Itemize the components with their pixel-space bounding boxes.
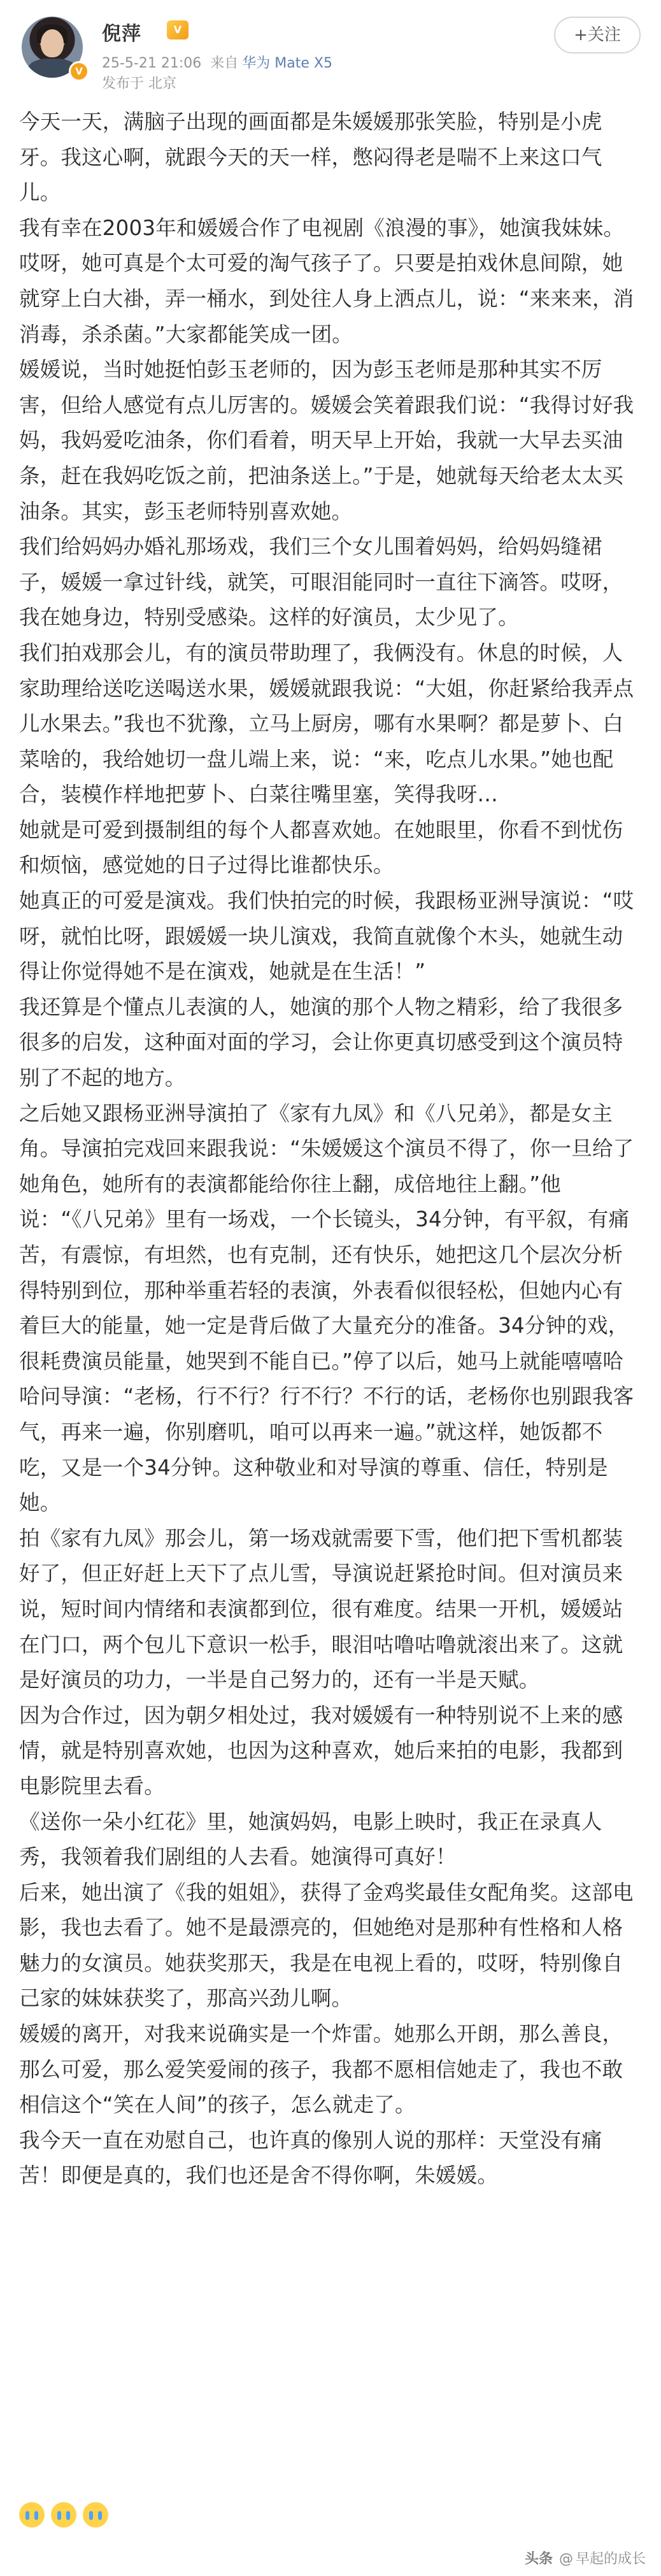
- post-header: [0, 0, 661, 96]
- paragraph: 因为合作过，因为朝夕相处过，我对媛媛有一种特别说不上来的感情，就是特别喜欢她，也因为这种喜欢，她后来拍的电影，我都到电影院里去看。: [19, 1703, 623, 1798]
- crying-face-icon: [51, 2502, 76, 2528]
- post-location: 发布于 北京: [102, 76, 176, 92]
- follow-button[interactable]: +关注: [554, 17, 641, 54]
- source-watermark: [525, 2548, 646, 2571]
- paragraph: 她就是可爱到摄制组的每个人都喜欢她。在她眼里，你看不到忧伤和烦恼，感觉她的日子过得比谁都快乐。: [19, 817, 623, 878]
- paragraph: 我们拍戏那会儿，有的演员带助理了，我俩没有。休息的时候，人家助理给送吃送喝送水果，媛媛就跟我说：“大姐，你赶紧给我弄点儿水果去。”我也不犹豫，立马上厨房，哪有水果啊？都是萝卜、白菜啥的，我给她切一盘儿端上来，说：“来，吃点儿水果。”她也配合，装模作样地把萝卜、白菜往嘴里塞，笑得我呀…: [19, 640, 634, 807]
- paragraph: 我有幸在2003年和媛媛合作了电视剧《浪漫的事》，她演我妹妹。哎呀，她可真是个太可爱的淘气孩子了。只要是拍戏休息间隙，她就穿上白大褂，弄一桶水，到处往人身上洒点儿，说：“来来来，消消毒，杀杀菌。”大家都能笑成一团。: [19, 215, 634, 347]
- crying-face-icon: [83, 2502, 108, 2528]
- paragraph: 《送你一朵小红花》里，她演妈妈，电影上映时，我正在录真人秀，我领着我们剧组的人去看。她演得可真好！: [19, 1809, 602, 1870]
- paragraph: 之后她又跟杨亚洲导演拍了《家有九凤》和《八兄弟》，都是女主角。导演拍完戏回来跟我说：“朱媛媛这个演员不得了，你一旦给了她角色，她所有的表演都能给你往上翻，成倍地往上翻。”他说：“《八兄弟》里有一场戏，一个长镜头，34分钟，有平叙，有痛苦，有震惊，有坦然，也有克制，还有快乐，她把这几个层次分析得特别到位，那种举重若轻的表演，外表看似很轻松，但她内心有着巨大的能量，她一定是背后做了大量充分的准备。34分钟的戏，很耗费演员能量，她哭到不能自已。”停了以后，她马上就能嘻嘻哈哈问导演：“老杨，行不行？行不行？不行的话，老杨你也别跟我客气，再来一遍，你别磨叽，咱可以再来一遍。”就这样，她饭都不吃，又是一个34分钟。这种敬业和对导演的尊重、信任，特别是她。: [19, 1101, 634, 1515]
- post-meta: [102, 52, 332, 72]
- paragraph: 我还算是个懂点儿表演的人，她演的那个人物之精彩，给了我很多很多的启发，这种面对面的学习，会让你更真切感受到这个演员特别了不起的地方。: [19, 994, 623, 1091]
- paragraph: 拍《家有九凤》那会儿，第一场戏就需要下雪，他们把下雪机都装好了，但正好赶上天下了点儿雪，导演说赶紧抢时间。但对演员来说，短时间内情绪和表演都到位，很有难度。结果一开机，媛媛站在门口，两个包儿下意识一松手，眼泪咕噜咕噜就滚出来了。这就是好演员的功力，一半是自己努力的，还有一半是天赋。: [19, 1526, 623, 1692]
- source-prefix: 来自: [210, 55, 239, 71]
- paragraph: 我们给妈妈办婚礼那场戏，我们三个女儿围着妈妈，给妈妈缝裙子，媛媛一拿过针线，就笑，可眼泪能同时一直往下滴答。哎呀，我在她身边，特别受感染。这样的好演员，太少见了。: [19, 534, 623, 630]
- paragraph: 今天一天，满脑子出现的画面都是朱媛媛那张笑脸，特别是小虎牙。我这心啊，就跟今天的天一样，憋闷得老是喘不上来这口气儿。: [19, 110, 602, 205]
- username[interactable]: 倪萍: [102, 23, 141, 45]
- vip-crown-icon: V: [167, 20, 188, 39]
- post-datetime: 25-5-21 21:06: [102, 55, 202, 71]
- paragraph: 后来，她出演了《我的姐姐》，获得了金鸡奖最佳女配角奖。这部电影，我也去看了。她不是最漂亮的，但她绝对是那种有性格和人格魅力的女演员。她获奖那天，我是在电视上看的，哎呀，特别像自己家的妹妹获奖了，那高兴劲儿啊。: [19, 1880, 634, 2011]
- paragraph: 媛媛的离开，对我来说确实是一个炸雷。她那么开朗，那么善良，那么可爱，那么爱笑爱闹的孩子，我都不愿相信她走了，我也不敢相信这个“笑在人间”的孩子，怎么就走了。: [19, 2022, 623, 2117]
- paragraph: 媛媛说，当时她挺怕彭玉老师的，因为彭玉老师是那种其实不厉害，但给人感觉有点儿厉害的。媛媛会笑着跟我们说：“我得讨好我妈，我妈爱吃油条，你们看着，明天早上开始，我就一大早去买油条，赶在我妈吃饭之前，把油条送上。”于是，她就每天给老太太买油条。其实，彭玉老师特别喜欢她。: [19, 357, 634, 524]
- at-sign: @: [558, 2551, 573, 2567]
- account-name: 早起的成长: [575, 2551, 646, 2567]
- paragraph: 她真正的可爱是演戏。我们快拍完的时候，我跟杨亚洲导演说：“哎呀，就怕比呀，跟媛媛一块儿演戏，我简直就像个木头，她就生动得让你觉得她不是在演戏，她就是在生活！”: [19, 889, 634, 984]
- platform-name: 头条: [524, 2551, 553, 2567]
- crying-face-icon: [19, 2502, 45, 2528]
- avatar-face: [41, 29, 64, 57]
- emoji-row: [19, 2502, 642, 2540]
- verified-badge-icon: V: [69, 61, 89, 82]
- paragraph: 我今天一直在劝慰自己，也许真的像别人说的那样：天堂没有痛苦！即便是真的，我们也还是舍不得你啊，朱媛媛。: [19, 2128, 602, 2188]
- device-link[interactable]: 华为 Mate X5: [242, 55, 332, 71]
- post-body: [19, 104, 642, 2194]
